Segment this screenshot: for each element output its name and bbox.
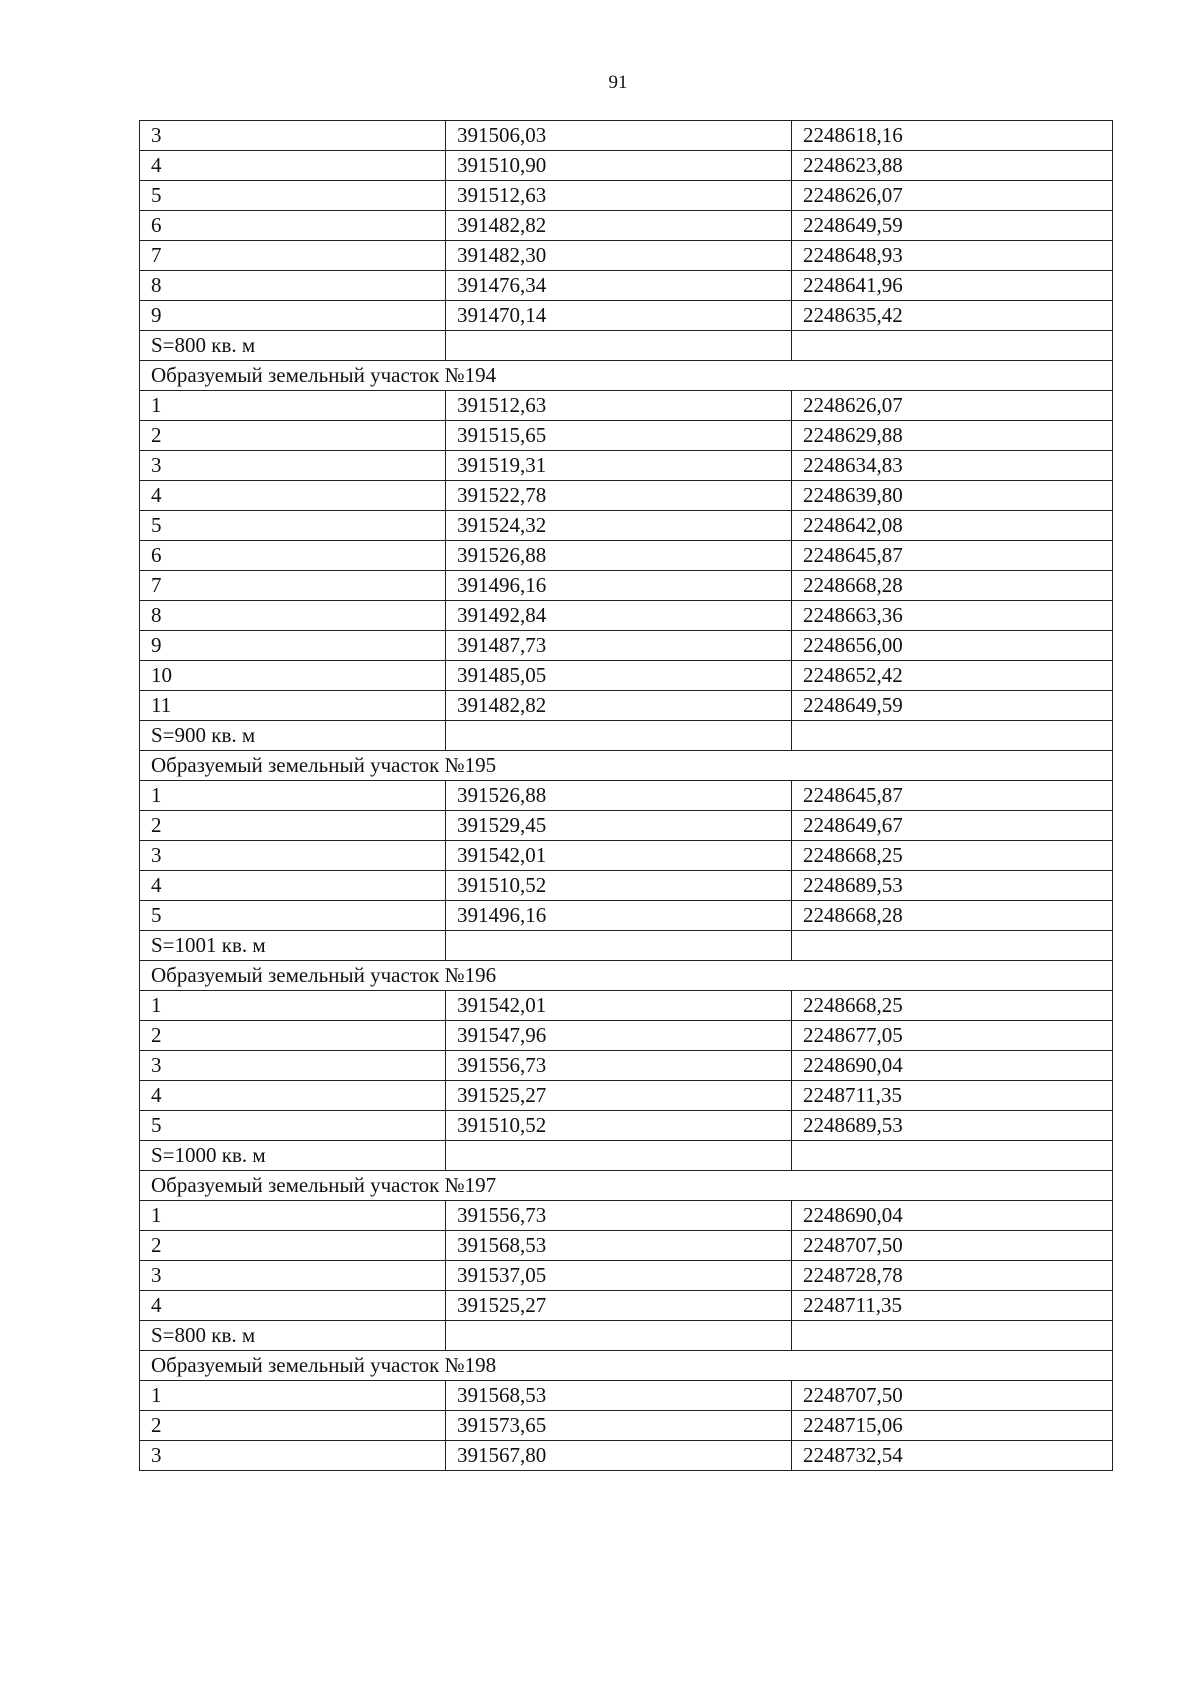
point-number-cell: 7 <box>140 571 446 601</box>
x-coordinate-cell: 391510,90 <box>446 151 792 181</box>
area-row <box>140 1141 1113 1171</box>
x-coordinate-cell: 391525,27 <box>446 1291 792 1321</box>
x-coordinate-cell: 391573,65 <box>446 1411 792 1441</box>
point-number-cell: 4 <box>140 481 446 511</box>
point-row <box>140 1231 1113 1261</box>
parcel-title-cell: Образуемый земельный участок №195 <box>140 751 1113 781</box>
point-number-cell: 4 <box>140 1081 446 1111</box>
x-coordinate-cell: 391525,27 <box>446 1081 792 1111</box>
parcel-title-cell: Образуемый земельный участок №197 <box>140 1171 1113 1201</box>
point-number-cell: 8 <box>140 601 446 631</box>
parcel-title-cell: Образуемый земельный участок №196 <box>140 961 1113 991</box>
point-row <box>140 571 1113 601</box>
point-row <box>140 811 1113 841</box>
y-coordinate-cell: 2248618,16 <box>792 121 1113 151</box>
point-row <box>140 1441 1113 1471</box>
point-row <box>140 691 1113 721</box>
parcel-title-row <box>140 1171 1113 1201</box>
y-coordinate-cell: 2248656,00 <box>792 631 1113 661</box>
point-number-cell: 4 <box>140 151 446 181</box>
y-coordinate-cell: 2248677,05 <box>792 1021 1113 1051</box>
y-coordinate-cell: 2248649,67 <box>792 811 1113 841</box>
empty-cell <box>792 1141 1113 1171</box>
x-coordinate-cell: 391542,01 <box>446 991 792 1021</box>
parcel-title-cell: Образуемый земельный участок №198 <box>140 1351 1113 1381</box>
point-row <box>140 1381 1113 1411</box>
point-row <box>140 421 1113 451</box>
y-coordinate-cell: 2248668,25 <box>792 991 1113 1021</box>
x-coordinate-cell: 391568,53 <box>446 1381 792 1411</box>
point-number-cell: 4 <box>140 1291 446 1321</box>
empty-cell <box>446 331 792 361</box>
point-number-cell: 1 <box>140 781 446 811</box>
area-cell: S=800 кв. м <box>140 1321 446 1351</box>
area-row <box>140 1321 1113 1351</box>
empty-cell <box>446 1321 792 1351</box>
x-coordinate-cell: 391547,96 <box>446 1021 792 1051</box>
y-coordinate-cell: 2248645,87 <box>792 781 1113 811</box>
y-coordinate-cell: 2248639,80 <box>792 481 1113 511</box>
point-number-cell: 2 <box>140 1231 446 1261</box>
y-coordinate-cell: 2248707,50 <box>792 1231 1113 1261</box>
point-number-cell: 5 <box>140 1111 446 1141</box>
point-number-cell: 6 <box>140 211 446 241</box>
y-coordinate-cell: 2248635,42 <box>792 301 1113 331</box>
y-coordinate-cell: 2248690,04 <box>792 1201 1113 1231</box>
point-row <box>140 601 1113 631</box>
x-coordinate-cell: 391529,45 <box>446 811 792 841</box>
point-number-cell: 3 <box>140 841 446 871</box>
point-row <box>140 841 1113 871</box>
point-number-cell: 3 <box>140 1441 446 1471</box>
point-row <box>140 1291 1113 1321</box>
y-coordinate-cell: 2248690,04 <box>792 1051 1113 1081</box>
parcel-title-row <box>140 751 1113 781</box>
area-cell: S=1001 кв. м <box>140 931 446 961</box>
x-coordinate-cell: 391496,16 <box>446 901 792 931</box>
point-number-cell: 5 <box>140 511 446 541</box>
empty-cell <box>792 331 1113 361</box>
y-coordinate-cell: 2248663,36 <box>792 601 1113 631</box>
point-number-cell: 2 <box>140 1021 446 1051</box>
point-number-cell: 1 <box>140 391 446 421</box>
point-number-cell: 2 <box>140 1411 446 1441</box>
point-row <box>140 1051 1113 1081</box>
point-row <box>140 1081 1113 1111</box>
empty-cell <box>792 721 1113 751</box>
point-number-cell: 6 <box>140 541 446 571</box>
point-number-cell: 9 <box>140 631 446 661</box>
y-coordinate-cell: 2248649,59 <box>792 211 1113 241</box>
y-coordinate-cell: 2248707,50 <box>792 1381 1113 1411</box>
point-row <box>140 1111 1113 1141</box>
x-coordinate-cell: 391512,63 <box>446 391 792 421</box>
y-coordinate-cell: 2248649,59 <box>792 691 1113 721</box>
point-number-cell: 3 <box>140 1261 446 1291</box>
empty-cell <box>792 931 1113 961</box>
parcel-title-row <box>140 961 1113 991</box>
x-coordinate-cell: 391515,65 <box>446 421 792 451</box>
point-number-cell: 7 <box>140 241 446 271</box>
point-row <box>140 781 1113 811</box>
point-row <box>140 1261 1113 1291</box>
x-coordinate-cell: 391526,88 <box>446 541 792 571</box>
point-row <box>140 151 1113 181</box>
point-number-cell: 1 <box>140 1381 446 1411</box>
point-number-cell: 2 <box>140 811 446 841</box>
area-cell: S=800 кв. м <box>140 331 446 361</box>
y-coordinate-cell: 2248634,83 <box>792 451 1113 481</box>
x-coordinate-cell: 391476,34 <box>446 271 792 301</box>
point-row <box>140 241 1113 271</box>
x-coordinate-cell: 391512,63 <box>446 181 792 211</box>
y-coordinate-cell: 2248623,88 <box>792 151 1113 181</box>
x-coordinate-cell: 391470,14 <box>446 301 792 331</box>
y-coordinate-cell: 2248652,42 <box>792 661 1113 691</box>
area-row <box>140 331 1113 361</box>
x-coordinate-cell: 391556,73 <box>446 1201 792 1231</box>
point-number-cell: 5 <box>140 901 446 931</box>
y-coordinate-cell: 2248689,53 <box>792 1111 1113 1141</box>
x-coordinate-cell: 391567,80 <box>446 1441 792 1471</box>
empty-cell <box>446 931 792 961</box>
parcel-title-row <box>140 1351 1113 1381</box>
x-coordinate-cell: 391485,05 <box>446 661 792 691</box>
page-number: 91 <box>608 72 628 93</box>
x-coordinate-cell: 391537,05 <box>446 1261 792 1291</box>
area-cell: S=1000 кв. м <box>140 1141 446 1171</box>
y-coordinate-cell: 2248626,07 <box>792 391 1113 421</box>
x-coordinate-cell: 391482,30 <box>446 241 792 271</box>
point-row <box>140 661 1113 691</box>
empty-cell <box>792 1321 1113 1351</box>
x-coordinate-cell: 391519,31 <box>446 451 792 481</box>
x-coordinate-cell: 391522,78 <box>446 481 792 511</box>
point-number-cell: 1 <box>140 1201 446 1231</box>
y-coordinate-cell: 2248645,87 <box>792 541 1113 571</box>
y-coordinate-cell: 2248642,08 <box>792 511 1113 541</box>
x-coordinate-cell: 391506,03 <box>446 121 792 151</box>
point-number-cell: 5 <box>140 181 446 211</box>
point-number-cell: 2 <box>140 421 446 451</box>
y-coordinate-cell: 2248728,78 <box>792 1261 1113 1291</box>
parcel-title-cell: Образуемый земельный участок №194 <box>140 361 1113 391</box>
x-coordinate-cell: 391526,88 <box>446 781 792 811</box>
area-cell: S=900 кв. м <box>140 721 446 751</box>
x-coordinate-cell: 391524,32 <box>446 511 792 541</box>
y-coordinate-cell: 2248629,88 <box>792 421 1113 451</box>
point-row <box>140 871 1113 901</box>
point-row <box>140 271 1113 301</box>
point-number-cell: 11 <box>140 691 446 721</box>
point-row <box>140 181 1113 211</box>
x-coordinate-cell: 391487,73 <box>446 631 792 661</box>
y-coordinate-cell: 2248668,28 <box>792 571 1113 601</box>
point-row <box>140 121 1113 151</box>
point-row <box>140 481 1113 511</box>
y-coordinate-cell: 2248641,96 <box>792 271 1113 301</box>
coordinates-table <box>139 120 1113 1471</box>
point-number-cell: 8 <box>140 271 446 301</box>
point-row <box>140 1021 1113 1051</box>
y-coordinate-cell: 2248668,25 <box>792 841 1113 871</box>
y-coordinate-cell: 2248711,35 <box>792 1081 1113 1111</box>
point-row <box>140 1201 1113 1231</box>
y-coordinate-cell: 2248626,07 <box>792 181 1113 211</box>
point-row <box>140 901 1113 931</box>
point-number-cell: 4 <box>140 871 446 901</box>
y-coordinate-cell: 2248711,35 <box>792 1291 1113 1321</box>
point-row <box>140 391 1113 421</box>
parcel-title-row <box>140 361 1113 391</box>
point-row <box>140 631 1113 661</box>
coordinates-table-body <box>140 121 1113 1471</box>
y-coordinate-cell: 2248715,06 <box>792 1411 1113 1441</box>
x-coordinate-cell: 391568,53 <box>446 1231 792 1261</box>
y-coordinate-cell: 2248689,53 <box>792 871 1113 901</box>
x-coordinate-cell: 391482,82 <box>446 211 792 241</box>
x-coordinate-cell: 391556,73 <box>446 1051 792 1081</box>
point-row <box>140 541 1113 571</box>
area-row <box>140 931 1113 961</box>
point-number-cell: 3 <box>140 451 446 481</box>
point-number-cell: 9 <box>140 301 446 331</box>
empty-cell <box>446 721 792 751</box>
point-row <box>140 1411 1113 1441</box>
y-coordinate-cell: 2248668,28 <box>792 901 1113 931</box>
point-number-cell: 10 <box>140 661 446 691</box>
point-row <box>140 991 1113 1021</box>
y-coordinate-cell: 2248648,93 <box>792 241 1113 271</box>
point-row <box>140 451 1113 481</box>
point-number-cell: 1 <box>140 991 446 1021</box>
point-row <box>140 301 1113 331</box>
point-number-cell: 3 <box>140 1051 446 1081</box>
area-row <box>140 721 1113 751</box>
x-coordinate-cell: 391542,01 <box>446 841 792 871</box>
x-coordinate-cell: 391492,84 <box>446 601 792 631</box>
y-coordinate-cell: 2248732,54 <box>792 1441 1113 1471</box>
x-coordinate-cell: 391510,52 <box>446 1111 792 1141</box>
x-coordinate-cell: 391496,16 <box>446 571 792 601</box>
x-coordinate-cell: 391482,82 <box>446 691 792 721</box>
empty-cell <box>446 1141 792 1171</box>
point-number-cell: 3 <box>140 121 446 151</box>
point-row <box>140 211 1113 241</box>
x-coordinate-cell: 391510,52 <box>446 871 792 901</box>
point-row <box>140 511 1113 541</box>
